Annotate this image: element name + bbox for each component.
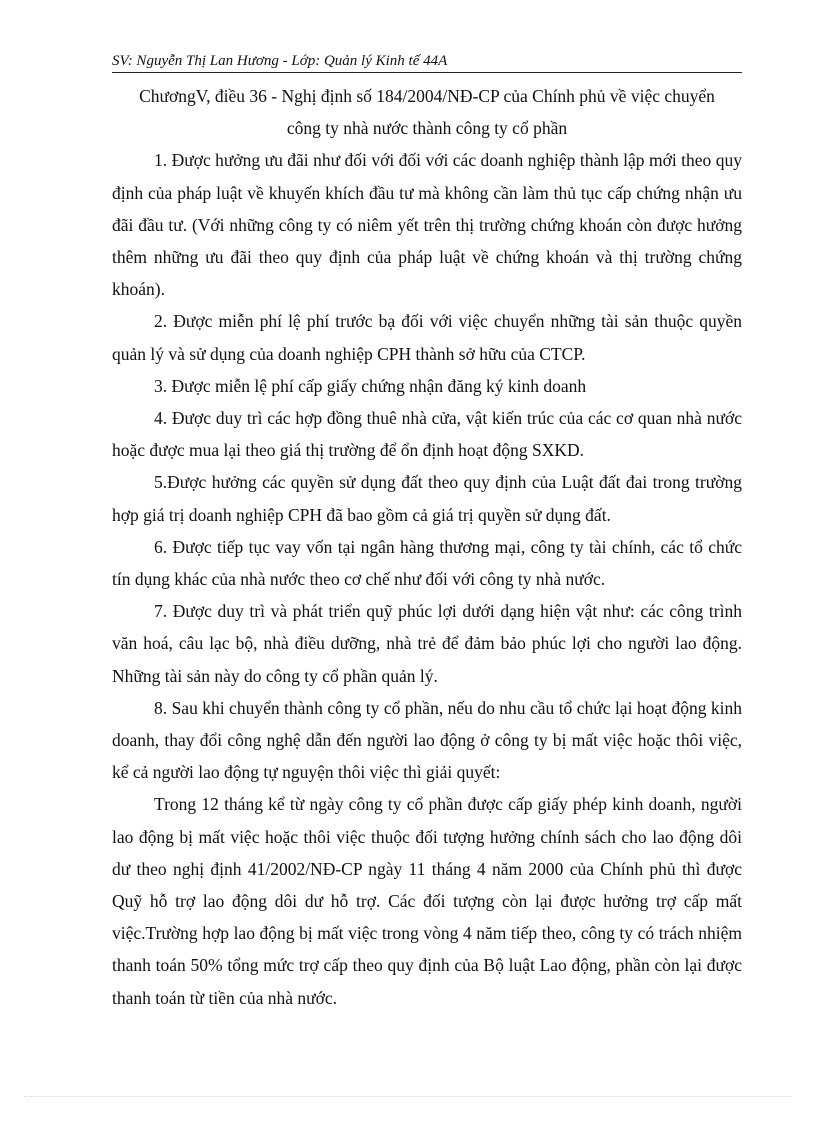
paragraph-5: 5.Được hưởng các quyền sử dụng đất theo quy định của Luật đất đai trong trường hợp giá trị doanh nghiệp CPH đã bao gồm cả giá trị quyền sử dụng đất. bbox=[112, 472, 742, 525]
document-title-line-2: công ty nhà nước thành công ty cổ phần bbox=[286, 118, 568, 139]
document-title-line-1: ChươngV, điều 36 - Nghị định số 184/2004/NĐ-CP của Chính phủ về việc chuyển bbox=[139, 86, 715, 106]
page-header: SV: Nguyễn Thị Lan Hương - Lớp: Quản lý Kinh tế 44A bbox=[112, 53, 448, 69]
paragraph-3: 3. Được miễn lệ phí cấp giấy chứng nhận đăng ký kinh doanh bbox=[154, 375, 587, 396]
paragraph-9: Trong 12 tháng kể từ ngày công ty cổ phần được cấp giấy phép kinh doanh, người lao động bị mất việc hoặc thôi việc thuộc đối tượng hưởng chính sách cho lao động dôi dư theo nghị định 41/2002/NĐ-CP ngày 11 tháng 4 năm 2000 của Chính phủ thì được Quỹ hỗ trợ lao động dôi dư hỗ trợ. Các đối tượng còn lại được hưởng trợ cấp mất việc.Trường hợp lao động bị mất việc trong vòng 4 năm tiếp theo, công ty có trách nhiệm thanh toán 50% tổng mức trợ cấp theo quy định của Bộ luật Lao động, phần còn lại được thanh toán từ tiền của nhà nước. bbox=[112, 794, 742, 1008]
paragraph-1: 1. Được hưởng ưu đãi như đối với đối với các doanh nghiệp thành lập mới theo quy định của pháp luật về khuyến khích đầu tư mà không cần làm thủ tục cấp chứng nhận ưu đãi đầu tư. (Với những công ty có niêm yết trên thị trường chứng khoán còn được hưởng thêm những ưu đãi theo quy định của pháp luật về chứng khoán và thị trường chứng khoán). bbox=[112, 150, 742, 300]
paragraph-2: 2. Được miễn phí lệ phí trước bạ đối với việc chuyển những tài sản thuộc quyền quản lý và sử dụng của doanh nghiệp CPH thành sở hữu của CTCP. bbox=[112, 311, 742, 364]
paragraph-4: 4. Được duy trì các hợp đồng thuê nhà cửa, vật kiến trúc của các cơ quan nhà nước hoặc được mua lại theo giá thị trường để ổn định hoạt động SXKD. bbox=[112, 408, 742, 461]
header-divider bbox=[112, 72, 742, 73]
document-body bbox=[112, 80, 742, 1014]
paragraph-7: 7. Được duy trì và phát triển quỹ phúc lợi dưới dạng hiện vật như: các công trình văn hoá, câu lạc bộ, nhà điều dưỡng, nhà trẻ để đảm bảo phúc lợi cho người lao động. Những tài sản này do công ty cổ phần quản lý. bbox=[112, 601, 742, 686]
paragraph-8: 8. Sau khi chuyển thành công ty cổ phần, nếu do nhu cầu tổ chức lại hoạt động kinh doanh, thay đổi công nghệ dẫn đến người lao động ở công ty bị mất việc hoặc thôi việc, kể cả người lao động tự nguyện thôi việc thì giải quyết: bbox=[112, 697, 742, 783]
paragraph-6: 6. Được tiếp tục vay vốn tại ngân hàng thương mại, công ty tài chính, các tổ chức tín dụng khác của nhà nước theo cơ chế như đối với công ty nhà nước. bbox=[112, 536, 742, 590]
page-bottom-divider bbox=[24, 1096, 792, 1097]
